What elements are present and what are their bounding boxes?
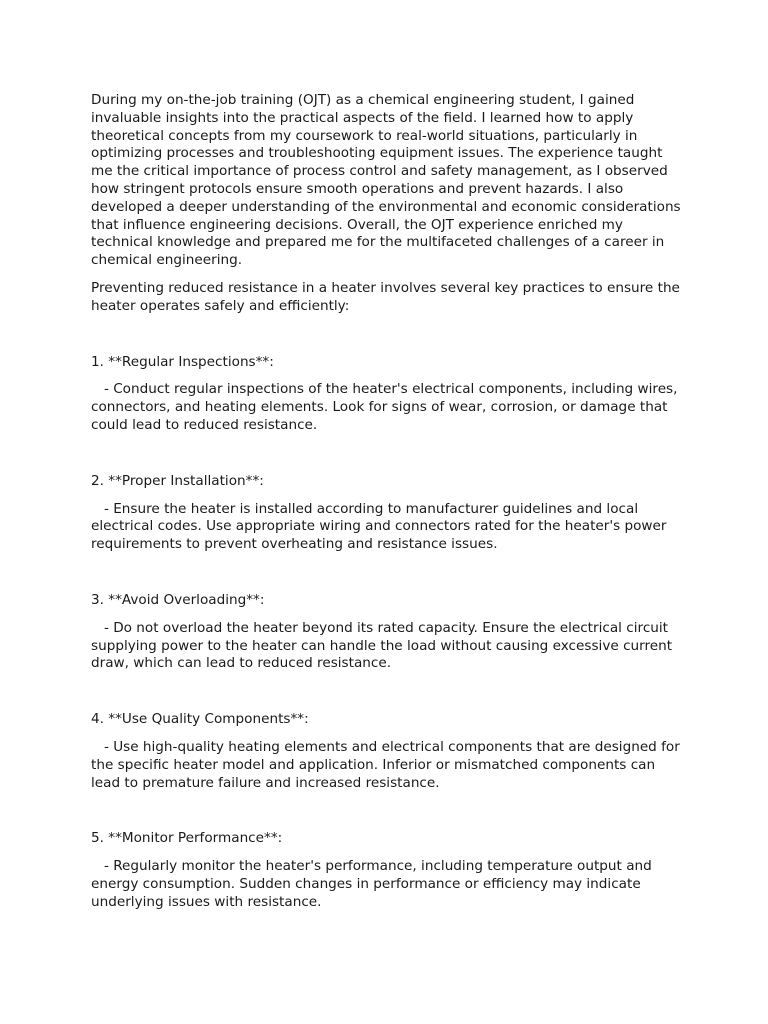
list-item-heading: 2. **Proper Installation**: bbox=[91, 472, 264, 489]
list-item-body: - Conduct regular inspections of the heater's electrical components, including wires, connectors, and heating elements. Look for signs of wear, corrosion, or damage that could lead to reduced resistance. bbox=[91, 381, 682, 433]
list-item-body: - Do not overload the heater beyond its rated capacity. Ensure the electrical circuit supplying power to the heater can handle the load without causing excessive current draw, which can lead to reduced resistance. bbox=[91, 619, 677, 672]
intro-paragraph: During my on-the-job training (OJT) as a chemical engineering student, I gained invaluable insights into the practical aspects of the field. I learned how to apply theoretical concepts from my coursework to real-world situations, particularly in optimizing processes and troubleshooting equipment issues. The experience taught me the critical importance of process control and safety management, as I observed how stringent protocols ensure smooth operations and prevent hazards. I also developed a deeper understanding of the environmental and economic considerations that influence engineering decisions. Overall, the OJT experience enriched my technical knowledge and prepared me for the multifaceted challenges of a career in chemical engineering. bbox=[91, 92, 685, 269]
list-item-body: - Regularly monitor the heater's performance, including temperature output and energy consumption. Sudden changes in performance or efficiency may indicate underlying issues with resistance. bbox=[91, 858, 657, 910]
list-item-body: - Ensure the heater is installed according to manufacturer guidelines and local electrical codes. Use appropriate wiring and connectors rated for the heater's power requirements to prevent overheating and resistance issues. bbox=[91, 500, 671, 553]
list-item-heading: 1. **Regular Inspections**: bbox=[91, 353, 274, 370]
list-item-heading: 5. **Monitor Performance**: bbox=[91, 830, 283, 847]
lead-paragraph: Preventing reduced resistance in a heater involves several key practices to ensure the heater operates safely and efficiently: bbox=[91, 279, 685, 314]
list-item-heading: 4. **Use Quality Components**: bbox=[91, 711, 309, 728]
list-item-body: - Use high-quality heating elements and electrical components that are designed for the specific heater model and application. Inferior or mismatched components can lead to premature failure and increased resistance. bbox=[91, 738, 685, 791]
list-item-heading: 3. **Avoid Overloading**: bbox=[91, 591, 265, 608]
document-page bbox=[91, 92, 685, 950]
